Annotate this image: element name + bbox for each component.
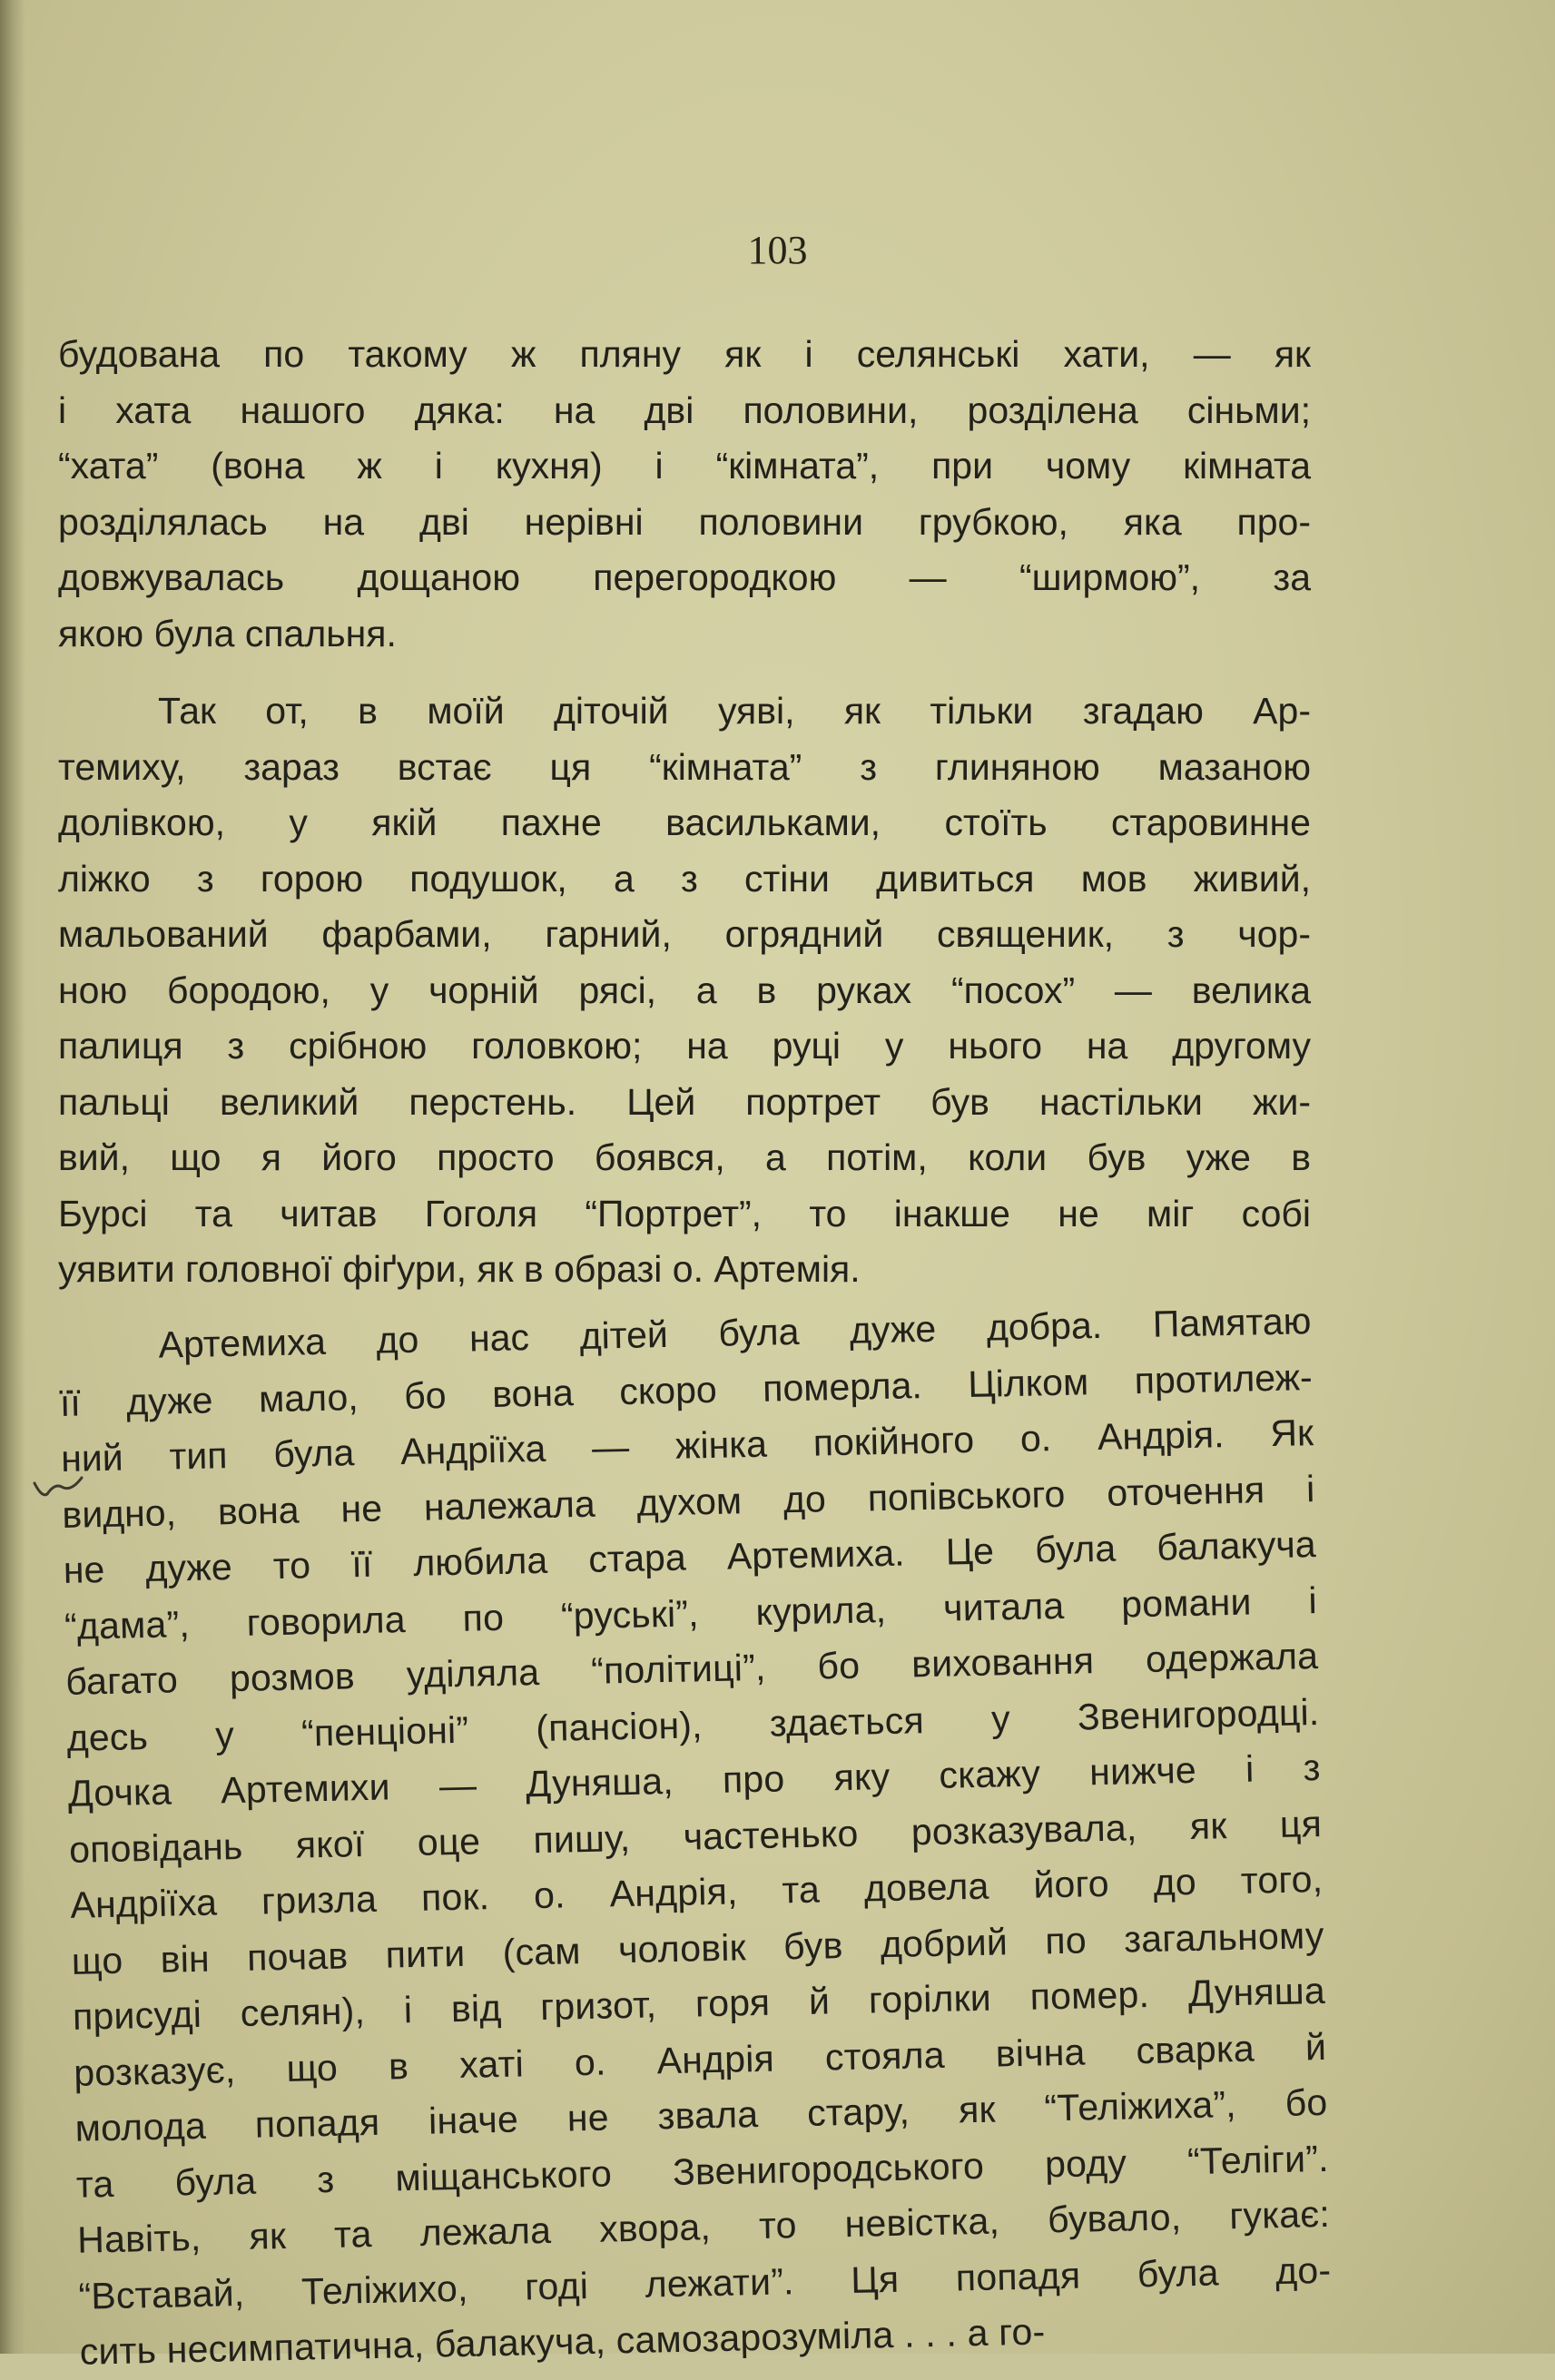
text-line: оповідань якої оце пишу, частенько розказувала, як ця <box>68 1801 1323 1870</box>
text-line: молода попадя іначе не звала стару, як “Теліжиха”, бо <box>74 2080 1328 2149</box>
text-line: “хата” (вона ж і кухня) і “кімната”, при чому кімната <box>58 445 1311 487</box>
text-line: її дуже мало, бо вона скоро померла. Цілком протилеж- <box>59 1355 1314 1423</box>
paragraph-2 <box>58 684 1311 1298</box>
text-line: будована по такому ж пляну як і селянські хати, — як <box>58 333 1311 375</box>
text-line: Навіть, як та лежала хвора, то невістка, бувало, гукає: <box>76 2192 1331 2261</box>
pencil-check-mark <box>31 1470 85 1507</box>
text-line: пальці великий перстень. Цей портрет був настільки жи- <box>58 1080 1311 1123</box>
text-line: що він почав пити (сам чоловік був добрий по загальному <box>71 1913 1324 1982</box>
text-line: Артемиха до нас дітей була дуже добра. Памятаю <box>158 1299 1312 1366</box>
text-line: ний тип була Андріїха — жінка покійного о. Андрія. Як <box>60 1411 1314 1480</box>
page-gutter-shadow <box>0 0 25 2354</box>
text-line: долівкою, у якій пахне васильками, стоїть старовинне <box>58 802 1311 843</box>
text-line: та була з міщанського Звенигородського роду “Теліги”. <box>75 2136 1330 2205</box>
text-line: довжувалась дощаною перегородкою — “ширмою”, за <box>58 556 1311 598</box>
text-line: якою була спальня. <box>58 612 397 654</box>
body-text <box>58 327 1332 2380</box>
text-line: сить несимпатична, балакуча, самозарозуміла . . . а го- <box>79 2309 1046 2373</box>
paragraph-3 <box>58 1293 1333 2380</box>
text-line: не дуже то її любила стара Артемиха. Це була балакуча <box>63 1522 1316 1591</box>
text-line: “Вставай, Теліжихо, годі лежати”. Ця попадя була до- <box>78 2247 1332 2316</box>
text-line: Бурсі та читав Гоголя “Портрет”, то інакше не міг собі <box>58 1192 1311 1234</box>
text-line: багато розмов уділяла “політиці”, бо виховання одержала <box>64 1634 1319 1703</box>
page-number: 103 <box>747 228 808 272</box>
text-line: і хата нашого дяка: на дві половини, розділена сіньми; <box>58 388 1311 431</box>
text-line: темиху, зараз встає ця “кімната” з глиняною мазаною <box>58 745 1311 788</box>
text-line: мальований фарбами, гарний, огрядний священик, з чор- <box>58 913 1311 955</box>
text-line: Андріїха гризла пок. о. Андрія, та довела його до того, <box>70 1857 1324 1926</box>
text-line: Дочка Артемихи — Дуняша, про яку скажу нижче і з <box>67 1746 1322 1815</box>
text-line: палиця з срібною головкою; на руці у нього на другому <box>58 1025 1311 1067</box>
paragraph-1 <box>58 327 1311 662</box>
text-line: “дама”, говорила по “руські”, курила, читала романи і <box>64 1578 1318 1647</box>
text-line: ліжко з горою подушок, а з стіни дивиться мов живий, <box>58 857 1311 900</box>
text-line: уявити головної фіґури, як в образі о. Артемія. <box>58 1248 861 1290</box>
text-line: розказує, що в хаті о. Андрія стояла вічна сварка й <box>73 2024 1327 2093</box>
text-line: присуді селян), і від гризот, горя й горілки помер. Дуняша <box>72 1969 1326 2038</box>
text-line: Так от, в моїй діточій уяві, як тільки згадаю Ар- <box>158 690 1311 732</box>
text-line: десь у “пенціоні” (пансіон), здається у Звенигородці. <box>66 1690 1320 1758</box>
text-line: вий, що я його просто боявся, а потім, коли був уже в <box>58 1136 1311 1178</box>
text-line: розділялась на дві нерівні половини грубкою, яка про- <box>58 500 1311 543</box>
text-line: видно, вона не належала духом до попівського оточення і <box>62 1467 1315 1535</box>
text-line: ною бородою, у чорній рясі, а в руках “посох” — велика <box>58 969 1311 1011</box>
